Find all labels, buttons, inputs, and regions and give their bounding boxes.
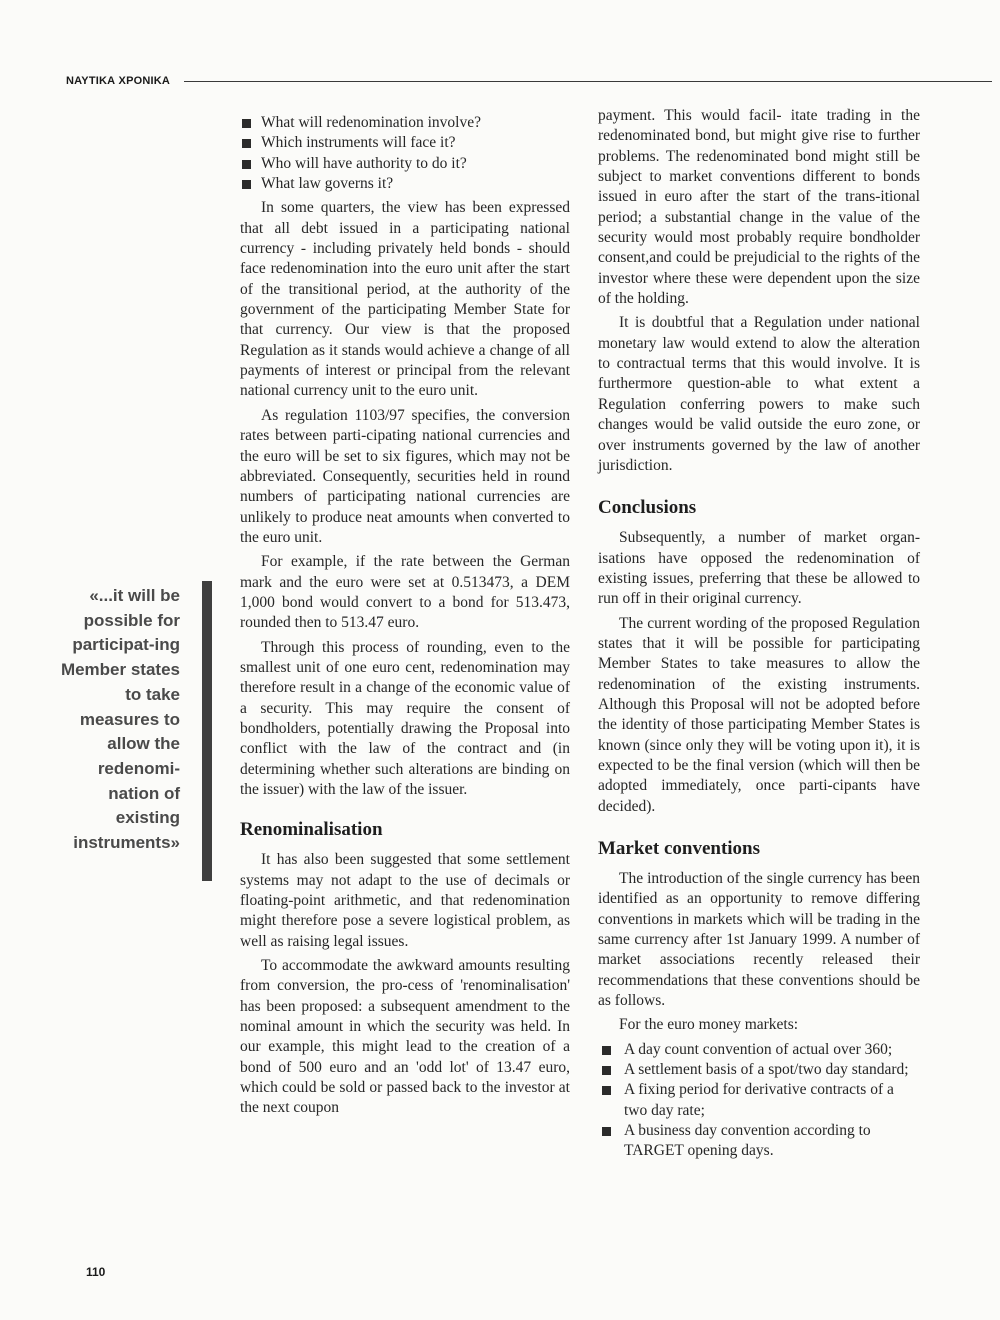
- magazine-title: ΝΑΥΤΙΚΑ ΧΡΟΝΙΚΑ: [66, 75, 171, 87]
- pull-quote-bar: [202, 581, 212, 881]
- column-left: [240, 113, 570, 1119]
- body-paragraph: The current wording of the proposed Regulation states that it will be possible for participating Member States to take measures to allow the redenomination of the existing instruments. Although this Proposal will not be adopted before the identity of those participating Member States is known (since only they will be voting upon it), it is expected to be the final version (which will then be adopted immediately, once parti-cipants have decided).: [598, 614, 920, 815]
- question-bullet: Who will have authority to do it?: [240, 154, 570, 174]
- body-paragraph: In some quarters, the view has been expressed that all debt issued in a participating national currency - including privately held bonds - should face redenomination into the euro unit after the start of the transitional period, at the authority of the government of the participating Member State for that currency. Our view is that the proposed Regulation as it stands would achieve a change of all payments of interest or principal from the relevant national currency unit to the euro unit.: [240, 199, 570, 400]
- question-bullet: What law governs it?: [240, 174, 570, 194]
- convention-bullet: A business day convention according to TARGET opening days.: [598, 1121, 920, 1162]
- section-heading-market-conventions: Market conventions: [598, 838, 761, 859]
- section-heading-renominalisation: Renominalisation: [240, 819, 383, 841]
- body-paragraph: As regulation 1103/97 specifies, the conversion rates between parti-cipating national currencies and the euro will be set to six figures, which may not be abbreviated. Consequently, securities held in round numbers of participating national currencies are unlikely to produce neat amounts when converted to the euro unit.: [240, 406, 570, 546]
- column-right: [598, 106, 920, 1162]
- body-paragraph: Subsequently, a number of market organ-isations have opposed the redenomination of existing issues, preferring that these be allowed to run off in their original currency.: [598, 529, 920, 608]
- body-paragraph: It is doubtful that a Regulation under national monetary law would extend to alow the alteration to contractual terms that this would involve. It is furthermore question-able to what extent a Regulation conferring powers to make such changes would be valid outside the euro zone, or over instruments governed by the law of another jurisdiction.: [598, 314, 920, 474]
- convention-bullet: A settlement basis of a spot/two day standard;: [598, 1060, 920, 1080]
- body-paragraph: Through this process of rounding, even to the smallest unit of one euro cent, redenomination may therefore result in a change of the economic value of a security. This may require the consent of bondholders, potentially drawing the Proposal into conflict with the law of the contract and (in determining whether such alterations are binding on the issuer) with the law of the issuer.: [240, 638, 570, 798]
- body-paragraph: To accommodate the awkward amounts resulting from conversion, the pro-cess of 'renominalisation' has been proposed: a subsequent amendment to the nominal amount in which the security was held. In our example, this might lead to the creation of a bond of 500 euro and an 'odd lot' of 13.47 euro, which could be sold or passed back to the investor at the next coupon: [240, 957, 570, 1117]
- running-header: [66, 68, 992, 90]
- convention-bullet: A fixing period for derivative contracts of a two day rate;: [598, 1080, 920, 1121]
- body-paragraph: payment. This would facil- itate trading in the redenominated bond, but might give rise to further problems. The redenominated bond might still be subject to market conventions different to bonds issued in euro after the start of the trans-itional period; a substantial change in the value of the security would most probably require bondholder consent,and could be prejudicial to the rights of the investor where these were dependent upon the size of the holding.: [598, 107, 920, 308]
- question-bullet: Which instruments will face it?: [240, 133, 570, 153]
- page-number: 110: [86, 1265, 106, 1279]
- body-paragraph: It has also been suggested that some settlement systems may not adapt to the use of decimals or floating-point arithmetic, and that redenomination might therefore pose a severe logistical problem, as well as raising legal issues.: [240, 851, 570, 950]
- body-paragraph: For example, if the rate between the German mark and the euro were set at 0.513473, a DEM 1,000 bond would convert to a bond for 513.473, rounded then to 513.47 euro.: [240, 553, 570, 632]
- body-paragraph: For the euro money markets:: [619, 1016, 799, 1034]
- section-heading-conclusions: Conclusions: [598, 497, 697, 519]
- convention-bullet: A day count convention of actual over 360;: [598, 1040, 920, 1060]
- question-bullet: What will redenomination involve?: [240, 113, 570, 133]
- body-paragraph: The introduction of the single currency has been identified as an opportunity to remove differing conventions in markets which will be trading in the same currency after 1st January 1999. A number of market associations recently released their recommendations that these conventions should be as follows.: [598, 870, 920, 1010]
- header-rule: [184, 81, 992, 82]
- pull-quote: «...it will be possible for participat-ing Member states to take measures to allow the redenomi-nation of existing instruments»: [60, 586, 180, 853]
